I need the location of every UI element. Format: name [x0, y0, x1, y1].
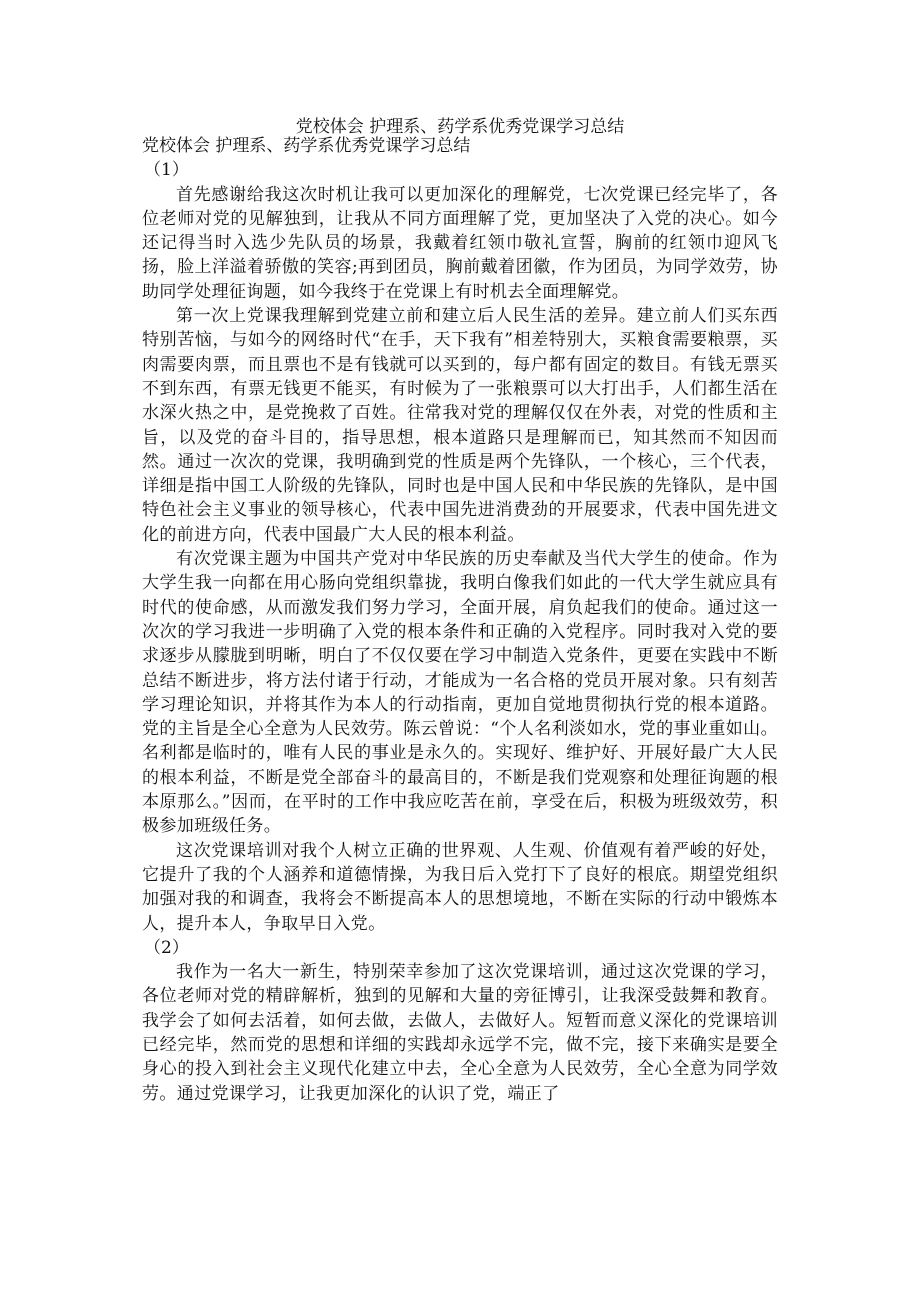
paragraph: 这次党课培训对我个人树立正确的世界观、人生观、价值观有着严峻的好处，它提升了我的个人涵养和道德情操，为我日后入党打下了良好的根底。期望党组织加强对我的和调查，我将会不断提高本人的思想境地，不断在实际的行动中锻炼本人，提升本人，争取早日入党。	[142, 840, 778, 934]
paragraph: 我作为一名大一新生，特别荣幸参加了这次党课培训，通过这次党课的学习，各位老师对党的精辟解析，独到的见解和大量的旁征博引，让我深受鼓舞和教育。我学会了如何去活着，如何去做，去做人，去做好人。短暂而意义深化的党课培训已经完毕，然而党的思想和详细的实践却永远学不完，做不完，接下来确实是要全身心的投入到社会主义现代化建立中去，全心全意为人民效劳，全心全意为同学效劳。通过党课学习，让我更加深化的认识了党，端正了	[142, 962, 778, 1104]
paragraph: 有次党课主题为中国共产党对中华民族的历史奉献及当代大学生的使命。作为大学生我一向都在用心肠向党组织靠拢，我明白像我们如此的一代大学生就应具有时代的使命感，从而激发我们努力学习，全面开展，肩负起我们的使命。通过这一次次的学习我进一步明确了入党的根本条件和正确的入党程序。同时我对入党的要求逐步从朦胧到明晰，明白了不仅仅要在学习中制造入党条件，更要在实践中不断总结不断进步，将方法付诸于行动，才能成为一名合格的党员开展对象。只有刻苦学习理论知识，并将其作为本人的行动指南，更加自觉地贯彻执行党的根本道路。党的主旨是全心全意为人民效劳。陈云曾说：“个人名利淡如水，党的事业重如山。名利都是临时的，唯有人民的事业是永久的。实现好、维护好、开展好最广大人民的根本利益，不断是党全部奋斗的最高目的，不断是我们党观察和处理征询题的根本原那么。”因而，在平时的工作中我应吃苦在前，享受在后，积极为班级效劳，积极参加班级任务。	[142, 549, 778, 837]
paragraph: 第一次上党课我理解到党建立前和建立后人民生活的差异。建立前人们买东西特别苦恼，与如今的网络时代“在手，天下我有”相差特别大，买粮食需要粮票，买肉需要肉票，而且票也不是有钱就可以买到的，每户都有固定的数目。有钱无票买不到东西，有票无钱更不能买，有时候为了一张粮票可以大打出手，人们都生活在水深火热之中，是党挽救了百姓。往常我对党的理解仅仅在外表，对党的性质和主旨，以及党的奋斗目的，指导思想，根本道路只是理解而已，知其然而不知因而然。通过一次次的党课，我明确到党的性质是两个先锋队，一个核心，三个代表，详细是指中国工人阶级的先锋队，同时也是中国人民和中华民族的先锋队，是中国特色社会主义事业的领导核心，代表中国先进消费劲的开展要求，代表中国先进文化的前进方向，代表中国最广大人民的根本利益。	[142, 306, 778, 545]
document-subtitle: 党校体会 护理系、药学系优秀党课学习总结	[142, 136, 471, 156]
document-body	[142, 134, 778, 1106]
section-label: （1）	[144, 160, 189, 181]
paragraph: 首先感谢给我这次时机让我可以更加深化的理解党，七次党课已经完毕了，各位老师对党的见解独到，让我从不同方面理解了党，更加坚决了入党的决心。如今还记得当时入选少先队员的场景，我戴着红领巾敬礼宣誓，胸前的红领巾迎风飞扬，脸上洋溢着骄傲的笑容;再到团员，胸前戴着团徽，作为团员，为同学效劳，协助同学处理征询题，如今我终于在党课上有时机去全面理解党。	[142, 184, 778, 302]
document-title: 党校体会 护理系、药学系优秀党课学习总结	[295, 117, 625, 137]
section-label: （2）	[144, 937, 189, 958]
